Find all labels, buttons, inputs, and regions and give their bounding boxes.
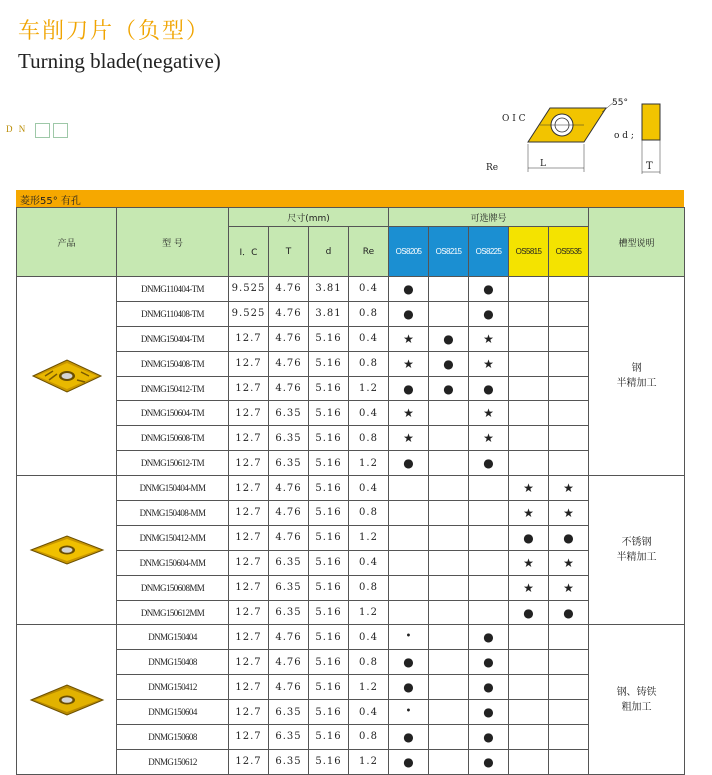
grade-cell (509, 376, 549, 401)
d-cell: 5.16 (309, 376, 349, 401)
table-row (17, 575, 685, 600)
t-cell: 6.35 (269, 426, 309, 451)
model-cell: DNMG150408 (117, 650, 229, 675)
page-title-en: Turning blade(negative) (18, 49, 221, 73)
ic-cell: 12.7 (229, 575, 269, 600)
grade-cell: ● (389, 725, 429, 750)
grade-cell (429, 501, 469, 526)
groove-description: 钢 半精加工 (589, 277, 685, 476)
re-cell: 0.4 (349, 550, 389, 575)
t-cell: 4.76 (269, 650, 309, 675)
page-title-cn: 车削刀片（负型） (18, 19, 211, 44)
t-cell: 4.76 (269, 675, 309, 700)
ic-cell: 9.525 (229, 301, 269, 326)
grade-cell (509, 625, 549, 650)
re-cell: 0.8 (349, 575, 389, 600)
grade-cell (429, 525, 469, 550)
grade-cell: ★ (509, 476, 549, 501)
grade-cell: ● (469, 625, 509, 650)
model-cell: DNMG150412-TM (117, 376, 229, 401)
table-row (17, 600, 685, 625)
re-cell: 0.4 (349, 326, 389, 351)
d-cell: 5.16 (309, 625, 349, 650)
groove-description: 钢、铸铁 粗加工 (589, 625, 685, 774)
model-cell: DNMG150412 (117, 675, 229, 700)
d-cell: 5.16 (309, 401, 349, 426)
ic-cell: 12.7 (229, 650, 269, 675)
diagram-t-label: T (646, 161, 653, 172)
grade-cell (549, 326, 589, 351)
section-bar (16, 190, 684, 207)
grade-cell: ● (429, 376, 469, 401)
grade-cell: ● (389, 277, 429, 302)
model-cell: DNMG150608-TM (117, 426, 229, 451)
header-grade-os8215: OS8215 (429, 227, 469, 277)
d-cell: 5.16 (309, 675, 349, 700)
t-cell: 6.35 (269, 451, 309, 476)
d-cell: 5.16 (309, 351, 349, 376)
grade-cell (509, 351, 549, 376)
grade-cell: ● (469, 301, 509, 326)
grade-cell: ● (549, 600, 589, 625)
table-row (17, 550, 685, 575)
re-cell: 1.2 (349, 376, 389, 401)
d-cell: 5.16 (309, 749, 349, 774)
grade-cell: ● (389, 650, 429, 675)
t-cell: 4.76 (269, 301, 309, 326)
code-box-2 (53, 123, 68, 138)
table-row (17, 301, 685, 326)
grade-cell (469, 525, 509, 550)
grade-cell (549, 277, 589, 302)
model-cell: DNMG110408-TM (117, 301, 229, 326)
grade-cell: ★ (469, 426, 509, 451)
re-cell: 1.2 (349, 749, 389, 774)
product-image-cell (17, 277, 117, 476)
ic-cell: 12.7 (229, 376, 269, 401)
d-cell: 5.16 (309, 700, 349, 725)
grade-cell: ★ (549, 501, 589, 526)
diagram-insert-side-icon (642, 104, 660, 140)
re-cell: 0.8 (349, 426, 389, 451)
ic-cell: 12.7 (229, 600, 269, 625)
grade-cell: ★ (389, 426, 429, 451)
model-cell: DNMG150604 (117, 700, 229, 725)
grade-cell (549, 401, 589, 426)
ic-cell: 12.7 (229, 675, 269, 700)
grade-cell: ● (469, 749, 509, 774)
grade-cell (429, 600, 469, 625)
grade-cell (549, 451, 589, 476)
header-size: 尺寸(mm) (229, 208, 389, 227)
grade-cell: ★ (389, 401, 429, 426)
header-product: 产品 (17, 208, 117, 277)
grade-cell (389, 501, 429, 526)
t-cell: 4.76 (269, 625, 309, 650)
code-label: D N (6, 124, 28, 134)
insert-tm-icon (27, 354, 107, 398)
model-cell: DNMG150608 (117, 725, 229, 750)
header-grade-os5535: OS5535 (549, 227, 589, 277)
model-cell: DNMG150608MM (117, 575, 229, 600)
grade-cell (549, 749, 589, 774)
grade-cell (509, 725, 549, 750)
grade-cell (509, 426, 549, 451)
table-row (17, 277, 685, 302)
d-cell: 5.16 (309, 476, 349, 501)
d-cell: 5.16 (309, 426, 349, 451)
re-cell: 0.8 (349, 725, 389, 750)
d-cell: 3.81 (309, 277, 349, 302)
grade-cell: ● (469, 277, 509, 302)
d-cell: 5.16 (309, 650, 349, 675)
grade-cell (509, 749, 549, 774)
t-cell: 6.35 (269, 550, 309, 575)
diagram-oic-label: O I C (502, 114, 526, 124)
model-cell: DNMG150612-TM (117, 451, 229, 476)
t-cell: 6.35 (269, 749, 309, 774)
grade-cell (389, 600, 429, 625)
d-cell: 5.16 (309, 725, 349, 750)
d-cell: 3.81 (309, 301, 349, 326)
re-cell: 0.8 (349, 301, 389, 326)
grade-cell: ★ (389, 351, 429, 376)
grade-cell: ★ (469, 351, 509, 376)
groove-description: 不锈钢 半精加工 (589, 476, 685, 625)
grade-cell (549, 725, 589, 750)
table-row (17, 376, 685, 401)
d-cell: 5.16 (309, 550, 349, 575)
t-cell: 4.76 (269, 277, 309, 302)
t-cell: 4.76 (269, 476, 309, 501)
grade-cell (469, 476, 509, 501)
grade-cell: ● (389, 376, 429, 401)
grade-cell: ★ (509, 501, 549, 526)
grade-cell (509, 401, 549, 426)
re-cell: 0.4 (349, 476, 389, 501)
table-row (17, 351, 685, 376)
t-cell: 6.35 (269, 401, 309, 426)
re-cell: 0.4 (349, 401, 389, 426)
grade-cell: ● (469, 675, 509, 700)
grade-cell: ● (509, 600, 549, 625)
insert-plain-icon (27, 678, 107, 722)
grade-cell: ★ (469, 326, 509, 351)
table-row (17, 749, 685, 774)
grade-cell (549, 650, 589, 675)
grade-cell: ★ (509, 575, 549, 600)
grade-cell (429, 650, 469, 675)
grade-cell (389, 575, 429, 600)
t-cell: 4.76 (269, 501, 309, 526)
re-cell: 1.2 (349, 451, 389, 476)
grade-cell (509, 326, 549, 351)
grade-cell (389, 525, 429, 550)
grade-cell (429, 725, 469, 750)
re-cell: 0.4 (349, 700, 389, 725)
header-d: d (309, 227, 349, 277)
grade-cell (429, 550, 469, 575)
header-model: 型 号 (117, 208, 229, 277)
model-cell: DNMG150604-MM (117, 550, 229, 575)
ic-cell: 12.7 (229, 326, 269, 351)
grade-cell (469, 575, 509, 600)
grade-cell: ● (389, 749, 429, 774)
grade-cell (389, 550, 429, 575)
grade-cell (549, 625, 589, 650)
grade-cell: ● (469, 700, 509, 725)
grade-cell (549, 675, 589, 700)
insert-dimension-diagram (480, 92, 680, 182)
ic-cell: 12.7 (229, 725, 269, 750)
d-cell: 5.16 (309, 451, 349, 476)
grade-cell (429, 700, 469, 725)
grade-cell (429, 749, 469, 774)
table-row (17, 650, 685, 675)
t-cell: 6.35 (269, 725, 309, 750)
diagram-od-label: o d ; (614, 131, 634, 141)
insert-mm-icon (27, 528, 107, 572)
re-cell: 0.8 (349, 501, 389, 526)
product-image-cell (17, 625, 117, 774)
t-cell: 6.35 (269, 575, 309, 600)
re-cell: 0.8 (349, 650, 389, 675)
grade-cell: ● (469, 376, 509, 401)
grade-cell: ● (389, 301, 429, 326)
grade-cell: ★ (509, 550, 549, 575)
insert-spec-table (16, 207, 685, 775)
grade-cell: ★ (469, 401, 509, 426)
grade-cell (469, 600, 509, 625)
d-cell: 5.16 (309, 525, 349, 550)
header-grade-os5815: OS5815 (509, 227, 549, 277)
grade-cell (469, 550, 509, 575)
code-box-1 (35, 123, 50, 138)
model-cell: DNMG150404-MM (117, 476, 229, 501)
header-grade-os8205: OS8205 (389, 227, 429, 277)
model-cell: DNMG150404 (117, 625, 229, 650)
t-cell: 6.35 (269, 700, 309, 725)
grade-cell (429, 575, 469, 600)
d-cell: 5.16 (309, 600, 349, 625)
section-label: 菱形55° 有孔 (20, 196, 81, 207)
ic-cell: 12.7 (229, 351, 269, 376)
ic-cell: 12.7 (229, 451, 269, 476)
product-image-cell (17, 476, 117, 625)
grade-cell (509, 301, 549, 326)
ic-cell: 12.7 (229, 501, 269, 526)
table-row (17, 625, 685, 650)
model-cell: DNMG110404-TM (117, 277, 229, 302)
model-cell: DNMG150612 (117, 749, 229, 774)
grade-cell: ★ (389, 326, 429, 351)
table-row (17, 725, 685, 750)
ic-cell: 9.525 (229, 277, 269, 302)
grade-cell (429, 426, 469, 451)
grade-cell: ★ (549, 575, 589, 600)
grade-cell (429, 675, 469, 700)
grade-cell: • (389, 625, 429, 650)
table-row (17, 501, 685, 526)
header-groove: 槽型说明 (589, 208, 685, 277)
re-cell: 0.4 (349, 277, 389, 302)
table-row (17, 401, 685, 426)
grade-cell (509, 277, 549, 302)
grade-cell (429, 401, 469, 426)
grade-cell (549, 376, 589, 401)
re-cell: 1.2 (349, 525, 389, 550)
table-row (17, 326, 685, 351)
grade-cell (549, 426, 589, 451)
re-cell: 0.4 (349, 625, 389, 650)
ic-cell: 12.7 (229, 401, 269, 426)
grade-cell: ● (389, 675, 429, 700)
grade-cell (509, 650, 549, 675)
header-ic: I．C (229, 227, 269, 277)
ic-cell: 12.7 (229, 700, 269, 725)
model-cell: DNMG150408-TM (117, 351, 229, 376)
model-cell: DNMG150612MM (117, 600, 229, 625)
t-cell: 4.76 (269, 376, 309, 401)
grade-cell: ● (469, 451, 509, 476)
grade-cell: ● (389, 451, 429, 476)
grade-cell: ★ (549, 550, 589, 575)
table-row (17, 700, 685, 725)
re-cell: 0.8 (349, 351, 389, 376)
diagram-angle-label: 55° (612, 98, 628, 108)
header-grades: 可选牌号 (389, 208, 589, 227)
grade-cell (429, 301, 469, 326)
grade-cell (429, 476, 469, 501)
diagram-l-label: L (540, 159, 546, 169)
ic-cell: 12.7 (229, 525, 269, 550)
grade-cell (549, 301, 589, 326)
re-cell: 1.2 (349, 675, 389, 700)
grade-cell: ● (469, 725, 509, 750)
grade-cell: ● (509, 525, 549, 550)
ic-cell: 12.7 (229, 476, 269, 501)
grade-cell: ● (429, 351, 469, 376)
grade-cell (509, 675, 549, 700)
model-cell: DNMG150412-MM (117, 525, 229, 550)
ic-cell: 12.7 (229, 749, 269, 774)
t-cell: 6.35 (269, 600, 309, 625)
table-row (17, 476, 685, 501)
t-cell: 4.76 (269, 525, 309, 550)
table-row (17, 426, 685, 451)
grade-cell (429, 277, 469, 302)
grade-cell (549, 351, 589, 376)
grade-cell: • (389, 700, 429, 725)
model-cell: DNMG150404-TM (117, 326, 229, 351)
grade-cell (469, 501, 509, 526)
header-t: T (269, 227, 309, 277)
table-row (17, 675, 685, 700)
grade-cell (509, 700, 549, 725)
table-row (17, 451, 685, 476)
header-re: Re (349, 227, 389, 277)
ic-cell: 12.7 (229, 550, 269, 575)
re-cell: 1.2 (349, 600, 389, 625)
d-cell: 5.16 (309, 575, 349, 600)
grade-cell (509, 451, 549, 476)
d-cell: 5.16 (309, 501, 349, 526)
grade-cell: ● (469, 650, 509, 675)
t-cell: 4.76 (269, 351, 309, 376)
grade-cell (389, 476, 429, 501)
grade-cell (429, 451, 469, 476)
model-cell: DNMG150408-MM (117, 501, 229, 526)
grade-cell: ★ (549, 476, 589, 501)
model-cell: DNMG150604-TM (117, 401, 229, 426)
grade-cell (429, 625, 469, 650)
table-row (17, 525, 685, 550)
t-cell: 4.76 (269, 326, 309, 351)
d-cell: 5.16 (309, 326, 349, 351)
header-grade-os8225: OS8225 (469, 227, 509, 277)
diagram-re-label: Re (486, 163, 499, 173)
grade-cell (549, 700, 589, 725)
ic-cell: 12.7 (229, 426, 269, 451)
grade-cell: ● (429, 326, 469, 351)
ic-cell: 12.7 (229, 625, 269, 650)
grade-cell: ● (549, 525, 589, 550)
